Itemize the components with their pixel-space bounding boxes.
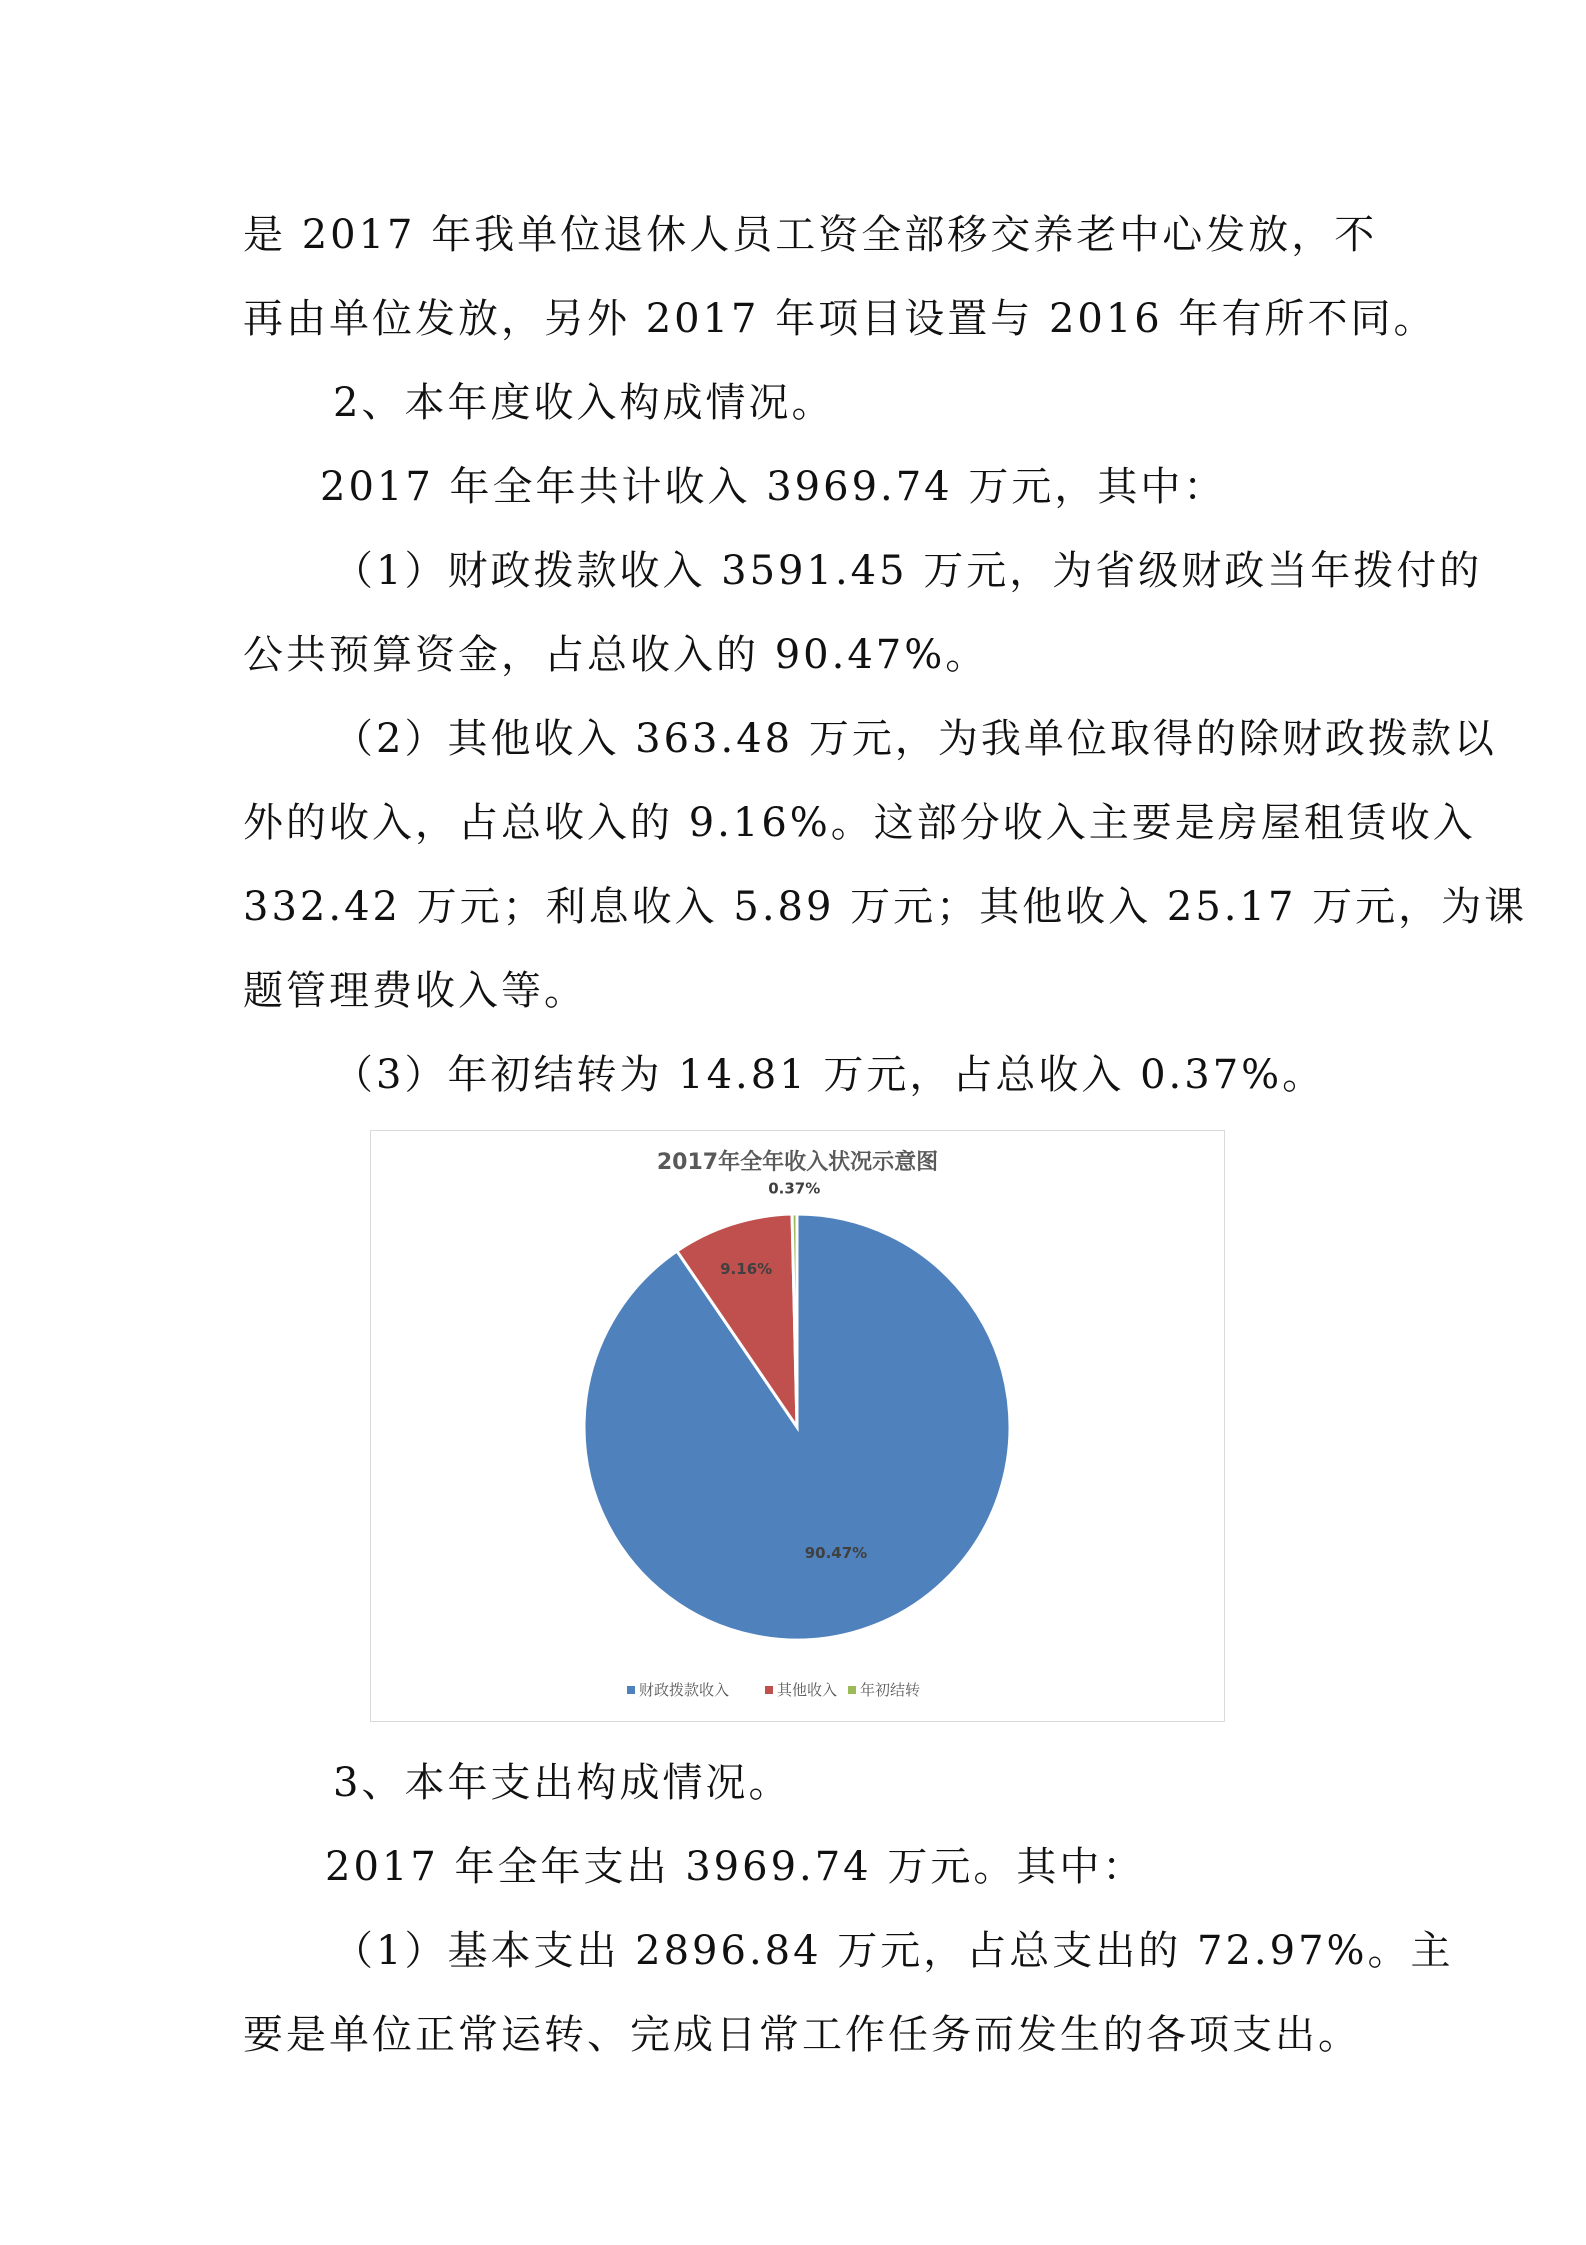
- paragraph-line-15: 要是单位正常运转、完成日常工作任务而发生的各项支出。: [243, 2012, 1361, 2058]
- legend-carryover: 年初结转: [860, 1681, 921, 1699]
- label-fiscal-appropriation: 90.47%: [804, 1544, 868, 1563]
- paragraph-line-7: （2）其他收入 363.48 万元，为我单位取得的除财政拨款以: [333, 716, 1497, 762]
- paragraph-line-10: 题管理费收入等。: [243, 968, 587, 1014]
- section-heading-expense: 3、本年支出构成情况。: [333, 1760, 792, 1806]
- legend-fiscal-appropriation-swatch: [627, 1686, 635, 1694]
- legend-other-income-swatch: [765, 1686, 773, 1694]
- paragraph-line-11: （3）年初结转为 14.81 万元，占总收入 0.37%。: [333, 1052, 1326, 1098]
- pie-chart-svg: [371, 1131, 1224, 1721]
- paragraph-line-14: （1）基本支出 2896.84 万元，占总支出的 72.97%。主: [333, 1928, 1454, 1974]
- paragraph-line-6: 公共预算资金，占总收入的 90.47%。: [243, 632, 989, 678]
- paragraph-line-2: 再由单位发放，另外 2017 年项目设置与 2016 年有所不同。: [243, 296, 1437, 342]
- paragraph-line-1: 是 2017 年我单位退休人员工资全部移交养老中心发放，不: [243, 212, 1378, 258]
- chart-title: 2017年全年收入状况示意图: [656, 1150, 939, 1175]
- income-pie-chart: [370, 1130, 1225, 1722]
- paragraph-line-5: （1）财政拨款收入 3591.45 万元，为省级财政当年拨付的: [333, 548, 1483, 594]
- paragraph-line-13: 2017 年全年支出 3969.74 万元。其中：: [325, 1844, 1146, 1890]
- paragraph-line-9: 332.42 万元；利息收入 5.89 万元；其他收入 25.17 万元，为课: [243, 884, 1528, 930]
- paragraph-line-4: 2017 年全年共计收入 3969.74 万元，其中：: [320, 464, 1227, 510]
- label-other-income: 9.16%: [720, 1259, 773, 1278]
- legend-carryover-swatch: [848, 1686, 856, 1694]
- legend-fiscal-appropriation: 财政拨款收入: [639, 1681, 730, 1699]
- section-heading-income: 2、本年度收入构成情况。: [333, 380, 835, 426]
- paragraph-line-8: 外的收入，占总收入的 9.16%。这部分收入主要是房屋租赁收入: [243, 800, 1476, 846]
- legend-other-income: 其他收入: [777, 1681, 838, 1699]
- label-carryover: 0.37%: [768, 1179, 821, 1198]
